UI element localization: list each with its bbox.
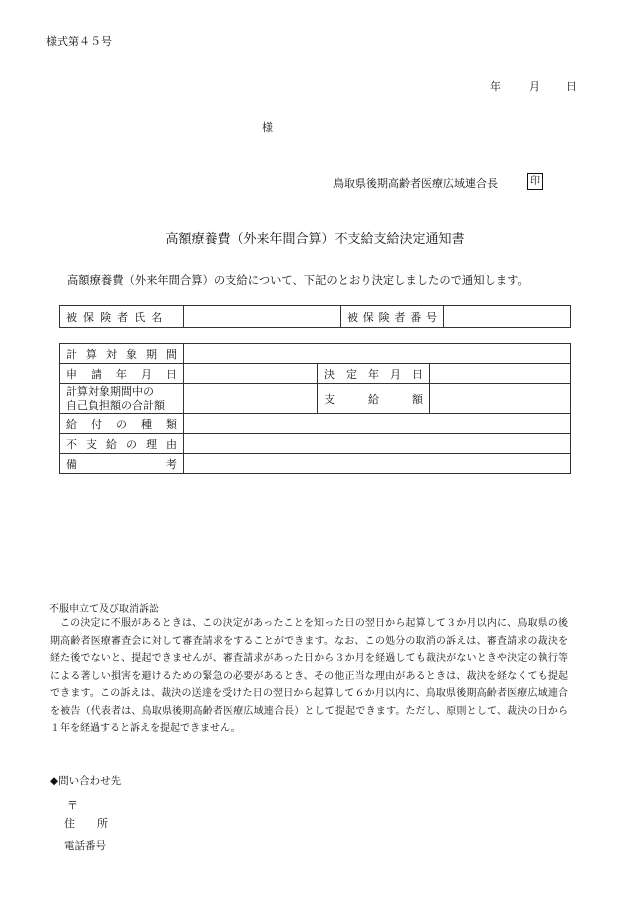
postal-mark: 〒 bbox=[67, 799, 78, 812]
table-row bbox=[60, 344, 571, 364]
payment-amount-value bbox=[430, 384, 571, 414]
issuer-name: 鳥取県後期高齢者医療広域連合長 bbox=[333, 177, 498, 190]
appeal-heading: 不服申立て及び取消訴訟 bbox=[49, 604, 159, 615]
application-date-value bbox=[184, 364, 318, 384]
table-row bbox=[60, 384, 571, 414]
insured-number-value bbox=[444, 306, 571, 328]
insured-name-label: 被保険者氏名 bbox=[60, 306, 184, 328]
table-row bbox=[60, 414, 571, 434]
remarks-label: 備考 bbox=[60, 454, 184, 474]
nonpayment-reason-label: 不支給の理由 bbox=[60, 434, 184, 454]
insured-number-label: 被保険者番号 bbox=[341, 306, 444, 328]
payment-amount-label: 支給額 bbox=[318, 384, 430, 414]
intro-text: 高額療養費（外来年間合算）の支給について、下記のとおり決定しましたので通知します。 bbox=[67, 274, 529, 287]
copay-total-label bbox=[60, 384, 184, 414]
copay-total-value bbox=[184, 384, 318, 414]
period-value bbox=[184, 344, 571, 364]
date-month: 月 bbox=[529, 80, 540, 93]
appeal-body: この決定に不服があるときは、この決定があったことを知った日の翌日から起算して３か月以内に、鳥取県の後期高齢者医療審査会に対して審査請求をすることができます。なお、この処分の取消の訴えは、審査請求の裁決を経た後でないと、提起できませんが、審査請求があった日から３か月を経過しても裁決がないときや決定の執行等による著しい損害を避けるための緊急の必要があるとき、その他正当な理由があるときは、裁決を経なくても提起できます。この訴えは、裁決の送達を受けた日の翌日から起算して６か月以内に、鳥取県後期高齢者医療広域連合を被告（代表者は、鳥取県後期高齢者医療広域連合長）として提起できます。ただし、原則として、裁決の日から１年を経過すると訴えを提起できません。 bbox=[50, 618, 568, 734]
phone-label: 電話番号 bbox=[64, 840, 106, 852]
table-row bbox=[60, 434, 571, 454]
seal-mark: 印 bbox=[527, 173, 543, 190]
decision-date-value bbox=[430, 364, 571, 384]
recipient-honorific: 様 bbox=[262, 121, 273, 134]
period-label: 計算対象期間 bbox=[60, 344, 184, 364]
copay-total-line2: 自己負担額の合計額 bbox=[66, 398, 165, 412]
insured-name-value bbox=[184, 306, 341, 328]
nonpayment-reason-value bbox=[184, 434, 571, 454]
decision-table bbox=[59, 343, 571, 474]
copay-total-line1: 計算対象期間中の bbox=[66, 384, 154, 398]
application-date-label: 申請年月日 bbox=[60, 364, 184, 384]
decision-date-label: 決定年月日 bbox=[318, 364, 430, 384]
benefit-type-value bbox=[184, 414, 571, 434]
document-title: 高額療養費（外来年間合算）不支給支給決定通知書 bbox=[165, 232, 465, 247]
form-number: 様式第４５号 bbox=[46, 35, 112, 48]
date-year: 年 bbox=[490, 80, 501, 93]
address-label: 住 所 bbox=[64, 817, 108, 830]
contact-heading: ◆問い合わせ先 bbox=[50, 775, 122, 787]
remarks-value bbox=[184, 454, 571, 474]
date-day: 日 bbox=[566, 80, 577, 93]
table-row bbox=[60, 306, 571, 328]
insured-table bbox=[59, 305, 571, 328]
benefit-type-label: 給付の種類 bbox=[60, 414, 184, 434]
table-row bbox=[60, 454, 571, 474]
table-row bbox=[60, 364, 571, 384]
